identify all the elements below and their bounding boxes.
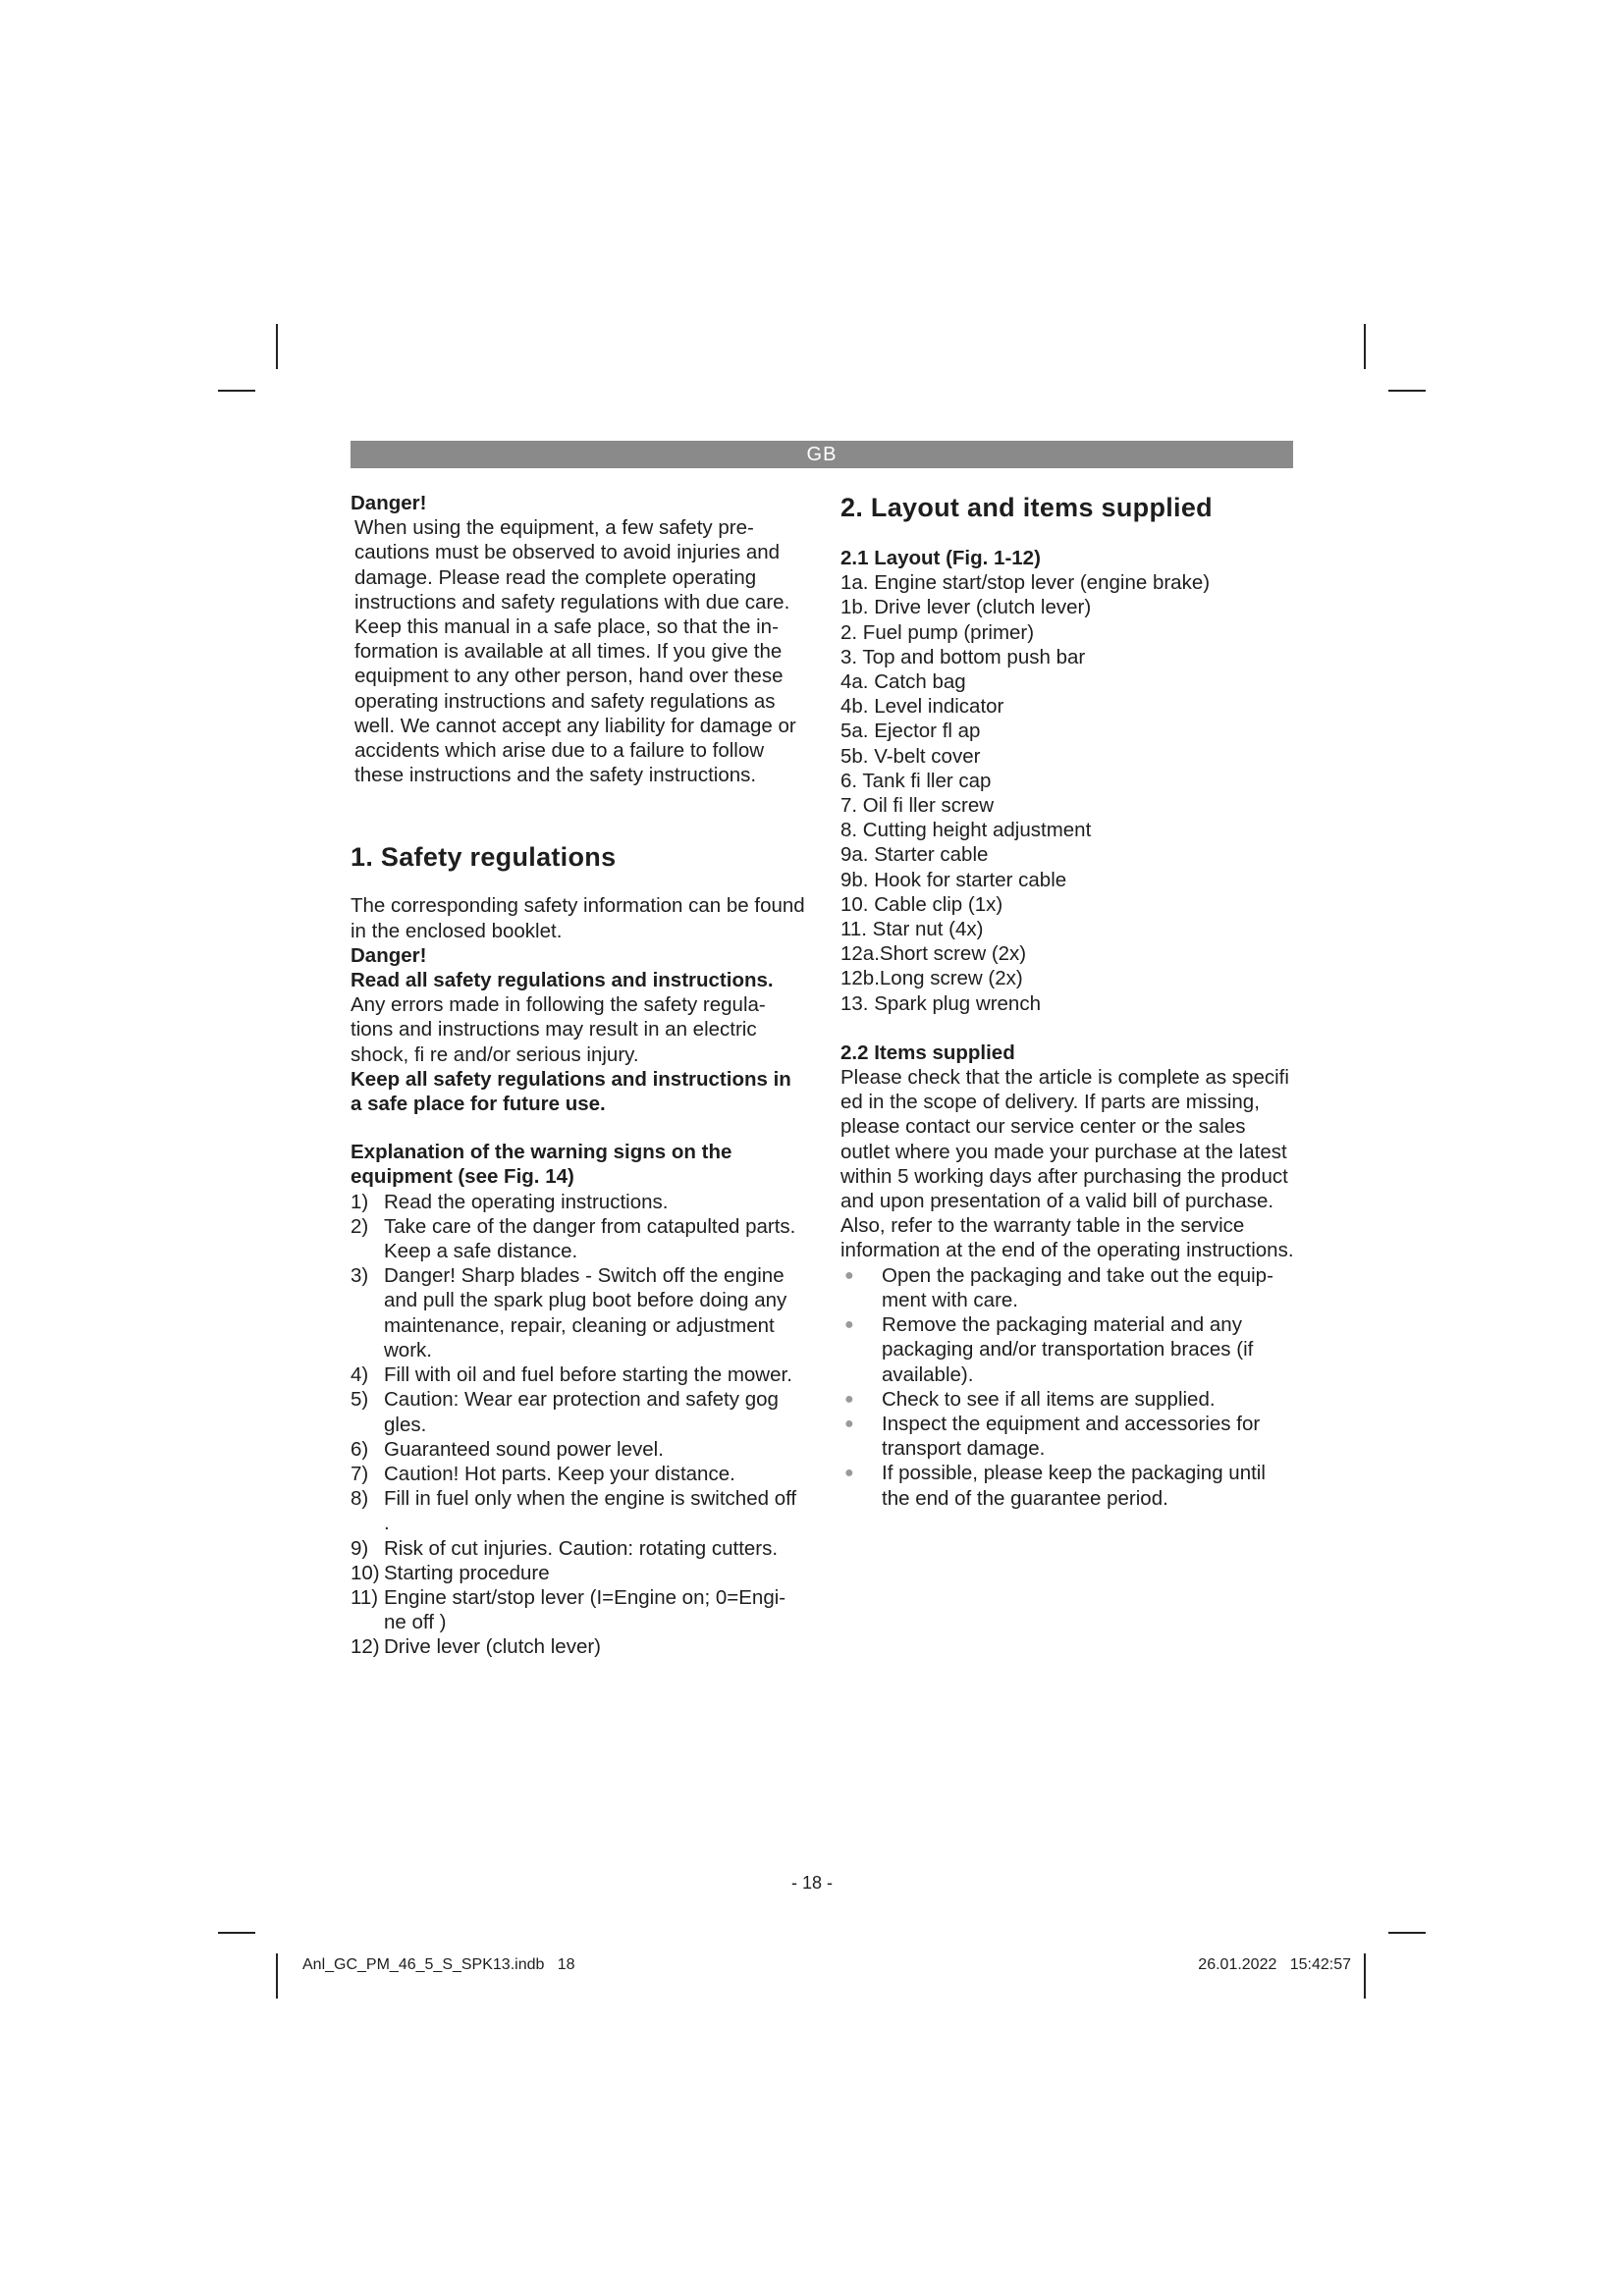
items-supplied-paragraph: Please check that the article is complete as specifi ed in the scope of delivery. If parts are missing, please contact our service center or the sales outlet where you made your purchase at the latest within 5 working days after purchasing the product and upon presentation of a valid bill of purchase. Also, refer to the warranty table in the service information at the end of the operating instructions. xyxy=(840,1066,1294,1262)
items-supplied-heading: 2.2 Items supplied xyxy=(840,1041,1015,1064)
list-item: 12b.Long screw (2x) xyxy=(840,967,1023,990)
list-item: 2. Fuel pump (primer) xyxy=(840,620,1035,644)
warning-signs-list xyxy=(351,1190,807,1660)
list-item: 3. Top and bottom push bar xyxy=(840,645,1086,668)
right-column xyxy=(840,491,1294,1511)
layout-heading: 2.1 Layout (Fig. 1-12) xyxy=(840,547,1041,569)
language-header-bar xyxy=(351,441,1293,468)
list-item: 12a.Short screw (2x) xyxy=(840,942,1027,966)
list-item: 7. Oil fi ller screw xyxy=(840,794,995,818)
crop-mark xyxy=(276,324,278,369)
item-number: 11) xyxy=(351,1585,379,1609)
item-text: Caution: Wear ear protection and safety gog gles. xyxy=(384,1388,779,1436)
list-item: 4a. Catch bag xyxy=(840,670,966,694)
list-item xyxy=(840,1312,1294,1387)
item-text: Starting procedure xyxy=(384,1561,550,1584)
section-title-safety: 1. Safety regulations xyxy=(351,842,617,873)
danger-heading-2: Danger! xyxy=(351,943,427,967)
crop-mark xyxy=(1364,324,1366,369)
list-item xyxy=(351,1486,807,1535)
warning-signs-heading: Explanation of the warning signs on the equipment (see Fig. 14) xyxy=(351,1141,732,1189)
list-item: 10. Cable clip (1x) xyxy=(840,892,1003,916)
print-timestamp: 26.01.2022 15:42:57 xyxy=(1198,1956,1351,1973)
item-number: 7) xyxy=(351,1462,369,1485)
danger-bold-line: Read all safety regulations and instructions. xyxy=(351,969,774,992)
list-item xyxy=(351,1387,807,1436)
item-number: 6) xyxy=(351,1437,369,1461)
page-number: - 18 - xyxy=(790,1873,833,1893)
bullet-icon: ● xyxy=(844,1266,854,1284)
list-item xyxy=(351,1634,807,1659)
list-item xyxy=(351,1561,807,1585)
list-item: 4b. Level indicator xyxy=(840,695,1004,719)
item-text: Caution! Hot parts. Keep your distance. xyxy=(384,1462,735,1485)
bullet-icon: ● xyxy=(844,1316,854,1334)
bullet-text: Inspect the equipment and accessories for transport damage. xyxy=(882,1412,1261,1461)
list-item xyxy=(351,1536,807,1561)
item-text: Read the operating instructions. xyxy=(384,1190,669,1213)
list-item xyxy=(840,1263,1294,1312)
item-number: 10) xyxy=(351,1561,380,1584)
list-item xyxy=(840,1461,1294,1510)
crop-mark xyxy=(1388,1932,1426,1934)
bullet-text: If possible, please keep the packaging until the end of the guarantee period. xyxy=(882,1462,1266,1510)
item-number: 3) xyxy=(351,1264,369,1288)
list-item: 8. Cutting height adjustment xyxy=(840,819,1092,842)
list-item: 5a. Ejector fl ap xyxy=(840,720,981,743)
list-item xyxy=(351,1190,807,1214)
list-item xyxy=(351,1362,807,1387)
list-item xyxy=(840,1412,1294,1461)
language-label: GB xyxy=(806,444,838,465)
item-text: Danger! Sharp blades - Switch off the engine and pull the spark plug boot before doing any maintenance, repair, cleaning or adjustment work. xyxy=(384,1264,787,1362)
bullet-icon: ● xyxy=(844,1465,854,1482)
list-item: 13. Spark plug wrench xyxy=(840,991,1041,1015)
item-number: 1) xyxy=(351,1190,369,1213)
item-text: Fill in fuel only when the engine is switched off . xyxy=(384,1487,797,1535)
danger-heading: Danger! xyxy=(351,492,427,514)
list-item: 11. Star nut (4x) xyxy=(840,918,984,941)
item-number: 9) xyxy=(351,1536,369,1560)
bullet-text: Remove the packaging material and any packaging and/or transportation braces (if available). xyxy=(882,1313,1254,1386)
safety-intro: The corresponding safety information can be found in the enclosed booklet. xyxy=(351,894,805,942)
item-number: 12) xyxy=(351,1635,380,1659)
item-text: Risk of cut injuries. Caution: rotating cutters. xyxy=(384,1536,779,1560)
bullet-text: Open the packaging and take out the equip-ment with care. xyxy=(882,1263,1273,1311)
crop-mark xyxy=(1364,1953,1366,1999)
danger-paragraph: When using the equipment, a few safety pre-cautions must be observed to avoid injuries and damage. Please read the complete operating instructions and safety regulations with due care. Keep this manual in a safe place, so that the in-formation is available at all times. If you give the equipment to any other person, hand over these operating instructions and safety regulations as well. We cannot accept any liability for damage or accidents which arise due to a failure to follow these instructions and the safety instructions. xyxy=(354,516,796,787)
crop-mark xyxy=(218,390,255,392)
list-item xyxy=(351,1263,807,1362)
item-number: 5) xyxy=(351,1388,369,1412)
list-item: 1b. Drive lever (clutch lever) xyxy=(840,596,1092,619)
list-item: 5b. V-belt cover xyxy=(840,744,981,768)
bullet-icon: ● xyxy=(844,1415,854,1432)
layout-list xyxy=(840,570,1294,1016)
list-item xyxy=(351,1585,807,1634)
crop-mark xyxy=(1388,390,1426,392)
danger-paragraph-2: Any errors made in following the safety regula-tions and instructions may result in an electric shock, fi re and/or serious injury. xyxy=(351,993,766,1066)
items-supplied-bullets xyxy=(840,1263,1294,1511)
list-item: 6. Tank fi ller cap xyxy=(840,769,992,792)
item-number: 2) xyxy=(351,1214,369,1238)
crop-mark xyxy=(218,1932,255,1934)
crop-mark xyxy=(276,1953,278,1999)
section-title-layout: 2. Layout and items supplied xyxy=(840,493,1213,522)
left-column xyxy=(351,491,807,1660)
list-item xyxy=(840,1387,1294,1412)
file-name: Anl_GC_PM_46_5_S_SPK13.indb 18 xyxy=(302,1956,575,1973)
keep-instructions: Keep all safety regulations and instructions in a safe place for future use. xyxy=(351,1067,791,1116)
bullet-icon: ● xyxy=(844,1390,854,1408)
item-text: Engine start/stop lever (I=Engine on; 0=Engi-ne off ) xyxy=(384,1585,786,1634)
list-item: 9b. Hook for starter cable xyxy=(840,868,1067,891)
list-item: 9a. Starter cable xyxy=(840,843,989,867)
item-text: Fill with oil and fuel before starting the mower. xyxy=(384,1363,792,1387)
item-number: 4) xyxy=(351,1363,369,1387)
bullet-text: Check to see if all items are supplied. xyxy=(882,1387,1216,1411)
item-text: Guaranteed sound power level. xyxy=(384,1437,664,1461)
list-item xyxy=(351,1437,807,1462)
list-item xyxy=(351,1462,807,1486)
list-item: 1a. Engine start/stop lever (engine brake) xyxy=(840,571,1211,595)
item-text: Take care of the danger from catapulted parts. Keep a safe distance. xyxy=(384,1214,796,1263)
item-text: Drive lever (clutch lever) xyxy=(384,1635,601,1659)
list-item xyxy=(351,1214,807,1263)
item-number: 8) xyxy=(351,1487,369,1511)
